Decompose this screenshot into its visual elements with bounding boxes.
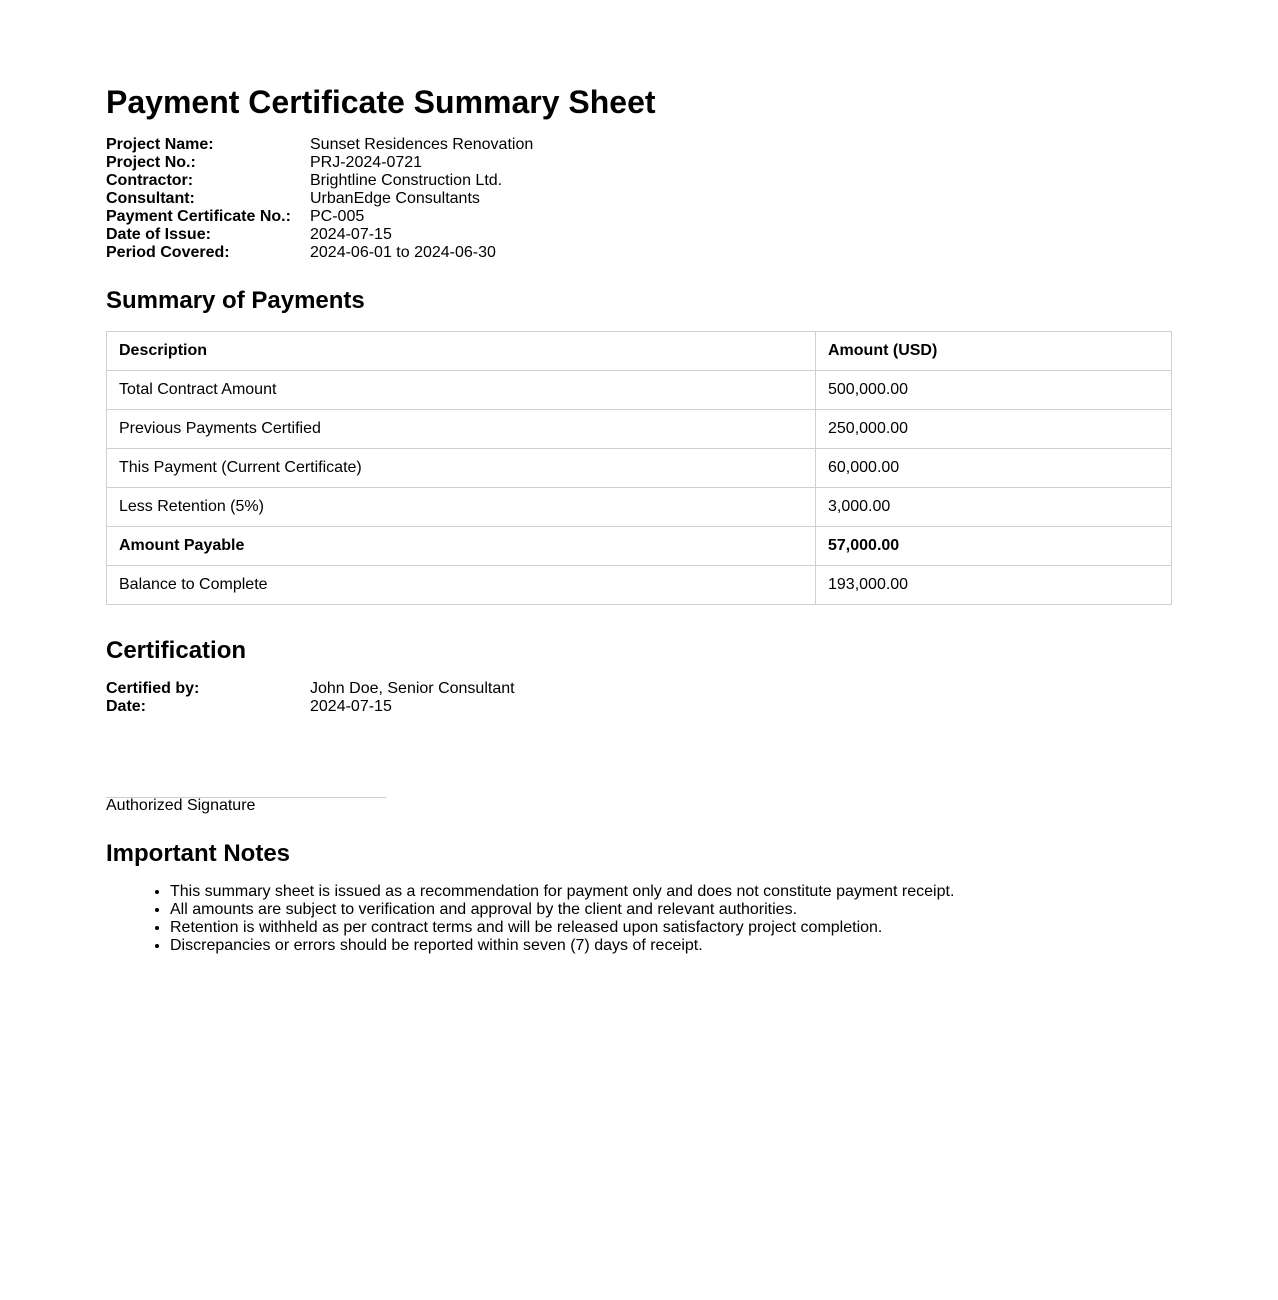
cert-label: Date:	[106, 698, 147, 715]
list-item: • This summary sheet is issued as a recommendation for payment only and does not constitute payment receipt.	[170, 883, 1170, 901]
row-description: This Payment (Current Certificate)	[107, 449, 816, 488]
row-description: Amount Payable	[107, 527, 816, 566]
row-description: Less Retention (5%)	[107, 488, 816, 527]
info-value: PRJ-2024-0721	[310, 154, 423, 171]
row-amount: 500,000.00	[816, 371, 1172, 410]
page-title: Payment Certificate Summary Sheet	[106, 84, 656, 120]
info-value: PC-005	[310, 208, 365, 225]
row-amount: 60,000.00	[816, 449, 1172, 488]
info-row-contractor	[106, 172, 806, 190]
list-item: • Retention is withheld as per contract terms and will be released upon satisfactory project completion.	[170, 919, 1170, 937]
cert-row-date	[106, 698, 806, 716]
list-item: • Discrepancies or errors should be reported within seven (7) days of receipt.	[170, 937, 1170, 955]
row-amount: 250,000.00	[816, 410, 1172, 449]
info-row-project-name	[106, 136, 806, 154]
info-label: Payment Certificate No.:	[106, 208, 291, 225]
info-value: 2024-07-15	[310, 226, 392, 243]
table-row	[107, 488, 1172, 527]
certification-info	[106, 680, 806, 716]
cert-value: John Doe, Senior Consultant	[310, 680, 515, 697]
info-label: Period Covered:	[106, 244, 230, 261]
info-row-project-no	[106, 154, 806, 172]
info-value: UrbanEdge Consultants	[310, 190, 480, 207]
row-description: Balance to Complete	[107, 566, 816, 605]
project-info	[106, 136, 806, 262]
column-header-amount: Amount (USD)	[816, 332, 1172, 371]
table-row-amount-payable	[107, 527, 1172, 566]
table-row	[107, 566, 1172, 605]
row-description: Total Contract Amount	[107, 371, 816, 410]
table-header-row	[107, 332, 1172, 371]
info-label: Project No.:	[106, 154, 196, 171]
row-amount: 3,000.00	[816, 488, 1172, 527]
info-label: Date of Issue:	[106, 226, 211, 243]
row-amount: 57,000.00	[816, 527, 1172, 566]
table-row	[107, 410, 1172, 449]
table-row	[107, 449, 1172, 488]
cert-row-certified-by	[106, 680, 806, 698]
cert-label: Certified by:	[106, 680, 200, 697]
info-row-period-covered	[106, 244, 806, 262]
column-header-description: Description	[107, 332, 816, 371]
info-row-certificate-no	[106, 208, 806, 226]
info-label: Consultant:	[106, 190, 195, 207]
info-row-consultant	[106, 190, 806, 208]
row-description: Previous Payments Certified	[107, 410, 816, 449]
table-row	[107, 371, 1172, 410]
summary-table	[106, 331, 1172, 605]
info-row-date-of-issue	[106, 226, 806, 244]
info-value: 2024-06-01 to 2024-06-30	[310, 244, 496, 261]
info-value: Brightline Construction Ltd.	[310, 172, 503, 189]
list-item: • All amounts are subject to verification and approval by the client and relevant authorities.	[170, 901, 1170, 919]
info-value: Sunset Residences Renovation	[310, 136, 534, 153]
summary-heading: Summary of Payments	[106, 287, 365, 314]
info-label: Contractor:	[106, 172, 194, 189]
info-label: Project Name:	[106, 136, 214, 153]
signature-label: Authorized Signature	[106, 797, 256, 814]
cert-value: 2024-07-15	[310, 698, 392, 715]
notes-list	[106, 883, 1170, 955]
certification-heading: Certification	[106, 637, 247, 664]
row-amount: 193,000.00	[816, 566, 1172, 605]
notes-heading: Important Notes	[106, 840, 291, 867]
